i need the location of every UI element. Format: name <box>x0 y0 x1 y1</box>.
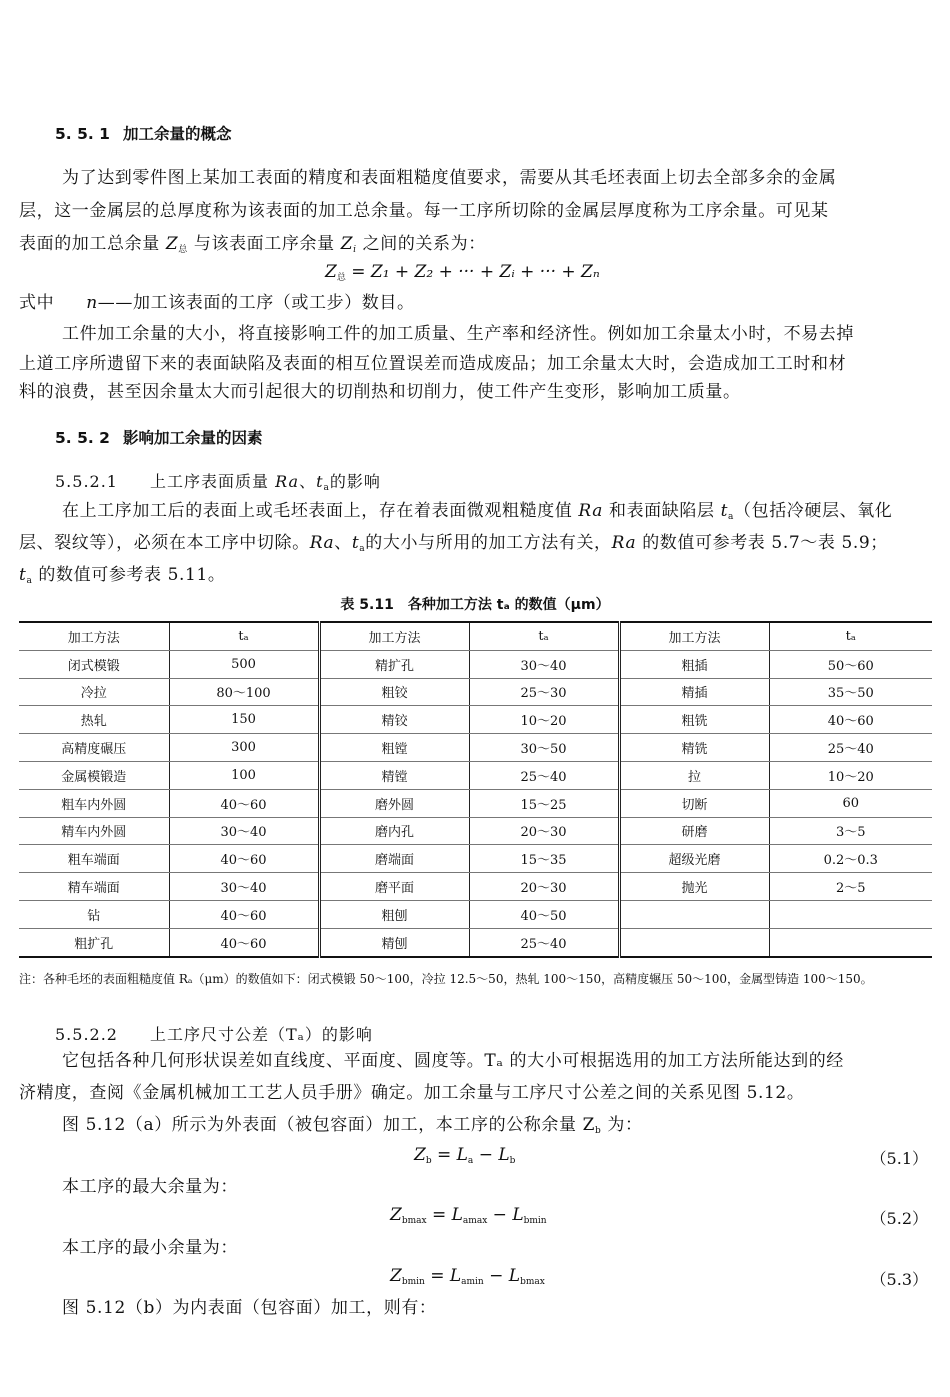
subscript: i <box>353 245 357 255</box>
table-cell: 0.2～0.3 <box>769 845 932 873</box>
text-run: 图 5.12（a）所示为外表面（被包容面）加工，本工序的公称余量 Z <box>62 1115 596 1135</box>
table-cell: 25～30 <box>469 678 619 706</box>
paragraph-line: 上道工序所遗留下来的表面缺陷及表面的相互位置误差而造成废品；加工余量太大时，会造成加工工时和材 <box>19 354 847 374</box>
symbol-l: L <box>451 1205 463 1225</box>
table-row <box>19 706 932 734</box>
table-cell: 磨外圆 <box>319 789 469 817</box>
subscript: 总 <box>178 245 188 255</box>
section-number: 5. 5. 1 <box>55 125 110 143</box>
where-desc: ——加工该表面的工序（或工步）数目。 <box>97 293 415 313</box>
table-cell: 精铰 <box>319 706 469 734</box>
table-header-cell: tₐ <box>469 622 619 650</box>
subscript: b <box>509 1156 516 1166</box>
table-cell: 粗车端面 <box>19 845 169 873</box>
subscript: amin <box>461 1277 484 1287</box>
subsection-title: 的影响 <box>329 472 381 491</box>
equation-number: （5.3） <box>870 1270 928 1289</box>
table-cell: 精刨 <box>319 928 469 956</box>
text-run: （包括冷硬层、氧化 <box>734 501 893 521</box>
equation-rhs: = Z₁ + Z₂ + ··· + Zᵢ + ··· + Zₙ <box>351 262 600 282</box>
symbol-z: Z <box>390 1266 402 1286</box>
table-cell <box>769 928 932 956</box>
table-cell: 精铣 <box>619 734 769 762</box>
table-cell: 抛光 <box>619 873 769 901</box>
table-cell: 粗刨 <box>319 900 469 928</box>
subscript: a <box>323 483 330 493</box>
table-row <box>19 734 932 762</box>
table-cell: 研磨 <box>619 817 769 845</box>
table-cell: 金属模锻造 <box>19 761 169 789</box>
table-cell: 闭式模锻 <box>19 650 169 678</box>
subscript: 总 <box>336 273 346 283</box>
paragraph-line <box>62 1110 643 1146</box>
table-cell: 30～40 <box>469 650 619 678</box>
subscript: a <box>728 512 734 522</box>
text-run: 与该表面工序余量 <box>193 234 335 254</box>
paragraph-line: 层，这一金属层的总厚度称为该表面的加工总余量。每一工序所切除的金属层厚度称为工序余量。可见某 <box>19 201 829 221</box>
text-run: 在上工序加工后的表面上或毛坯表面上，存在着表面微观粗糙度值 <box>62 501 573 521</box>
symbol-ra: Ra <box>309 533 335 553</box>
table-header-row <box>19 622 932 650</box>
separator: 、 <box>334 533 352 553</box>
table-cell <box>619 928 769 956</box>
table-cell: 10～20 <box>769 761 932 789</box>
equation-text: = L <box>436 1145 468 1165</box>
equation-number: （5.1） <box>870 1149 928 1168</box>
table-cell: 精车端面 <box>19 873 169 901</box>
table-cell <box>619 900 769 928</box>
subscript: a <box>359 544 366 554</box>
symbol-z: Z <box>325 262 337 282</box>
symbol-l: L <box>498 1145 510 1165</box>
subsection-number: 5.5.2.2 <box>55 1025 118 1044</box>
paragraph-line: 本工序的最大余量为： <box>62 1177 238 1197</box>
subscript: bmax <box>401 1216 427 1226</box>
paragraph-line <box>62 496 892 532</box>
symbol-ra: Ra <box>275 472 300 491</box>
subscript: b <box>595 1126 602 1136</box>
symbol-z: Z <box>165 234 179 254</box>
table-cell: 10～20 <box>469 706 619 734</box>
table-cell: 粗镗 <box>319 734 469 762</box>
table-row <box>19 817 932 845</box>
table-cell: 切断 <box>619 789 769 817</box>
paragraph-line: 它包括各种几何形状误差如直线度、平面度、圆度等。Tₐ 的大小可根据选用的加工方法所能达到的经 <box>62 1051 844 1071</box>
table-header-cell: 加工方法 <box>619 622 769 650</box>
symbol-t: t <box>316 472 324 491</box>
allowance-table <box>19 621 932 958</box>
symbol-z: Z <box>390 1205 402 1225</box>
minus-sign: − <box>489 1266 504 1286</box>
subsection-title: 上工序表面质量 <box>150 472 270 491</box>
symbol-t: t <box>19 565 27 585</box>
symbol-ra: Ra <box>611 533 637 553</box>
table-cell: 粗铣 <box>619 706 769 734</box>
paragraph-line: 工件加工余量的大小，将直接影响工件的加工质量、生产率和经济性。例如加工余量太小时，不易去掉 <box>62 324 854 344</box>
table-cell: 35～50 <box>769 678 932 706</box>
text-run: 之间的关系为： <box>362 234 486 254</box>
table-cell: 500 <box>169 650 319 678</box>
table-cell: 粗铰 <box>319 678 469 706</box>
table-body <box>19 622 932 957</box>
table-row <box>19 650 932 678</box>
table-row <box>19 789 932 817</box>
paragraph-line <box>19 560 225 596</box>
table-header-cell: 加工方法 <box>319 622 469 650</box>
table-cell: 精镗 <box>319 761 469 789</box>
table-cell: 30～50 <box>469 734 619 762</box>
table-caption: 表 5.11 各种加工方法 tₐ 的数值（μm） <box>340 597 610 613</box>
subscript: bmin <box>523 1216 547 1226</box>
table-cell: 80～100 <box>169 678 319 706</box>
paragraph-line <box>19 229 486 265</box>
subscript: bmax <box>520 1277 545 1287</box>
table-row <box>19 761 932 789</box>
table-cell: 超级光磨 <box>619 845 769 873</box>
symbol-t: t <box>720 501 729 521</box>
paragraph-line: 本工序的最小余量为： <box>62 1238 238 1258</box>
symbol-l: L <box>449 1266 462 1286</box>
section-heading-5-5-2 <box>55 426 263 448</box>
section-heading-5-5-1 <box>55 122 232 144</box>
equals-sign: = <box>430 1266 445 1286</box>
table-cell: 40～50 <box>469 900 619 928</box>
table-cell: 磨端面 <box>319 845 469 873</box>
equation-number: （5.2） <box>870 1209 928 1228</box>
text-run: 层、裂纹等），必须在本工序中切除。 <box>19 533 310 553</box>
table-cell: 2～5 <box>769 873 932 901</box>
subscript: a <box>467 1156 474 1166</box>
paragraph-line: 济精度，查阅《金属机械加工工艺人员手册》确定。加工余量与工序尺寸公差之间的关系见图 5.12。 <box>19 1083 805 1103</box>
table-note: 注：各种毛坯的表面粗糙度值 Rₐ（μm）的数值如下：闭式模锻 50～100，冷拉 12.5～50，热轧 100～150，高精度辗压 50～100，金属型铸造 100～150。 <box>19 972 873 986</box>
minus-sign: − <box>478 1145 493 1165</box>
text-run: 的数值可参考表 5.7～表 5.9； <box>642 533 888 553</box>
text-run: 为： <box>607 1115 643 1135</box>
table-cell: 粗插 <box>619 650 769 678</box>
table-cell: 精扩孔 <box>319 650 469 678</box>
table-row <box>19 928 932 956</box>
paragraph-line <box>19 528 888 564</box>
table-cell: 冷拉 <box>19 678 169 706</box>
equation-total-allowance <box>325 262 600 283</box>
table-cell: 300 <box>169 734 319 762</box>
table-cell: 粗扩孔 <box>19 928 169 956</box>
subscript: a <box>26 576 33 586</box>
table-cell: 20～30 <box>469 817 619 845</box>
table-cell: 25～40 <box>469 928 619 956</box>
table-cell: 热轧 <box>19 706 169 734</box>
symbol-z: Z <box>340 234 354 254</box>
table-cell: 150 <box>169 706 319 734</box>
table-cell: 40～60 <box>169 845 319 873</box>
table-row <box>19 845 932 873</box>
text-run: 的数值可参考表 5.11。 <box>38 565 226 585</box>
table-cell: 40～60 <box>169 900 319 928</box>
table-cell <box>769 900 932 928</box>
table-row <box>19 873 932 901</box>
table-cell: 100 <box>169 761 319 789</box>
symbol-l: L <box>508 1266 521 1286</box>
subsection-title: 上工序尺寸公差（Tₐ）的影响 <box>150 1025 373 1044</box>
text-run: 表面的加工总余量 <box>19 234 160 254</box>
minus-sign: − <box>492 1205 507 1225</box>
symbol-t: t <box>351 533 360 553</box>
subscript: amax <box>462 1216 488 1226</box>
symbol-l: L <box>512 1205 524 1225</box>
table-cell: 50～60 <box>769 650 932 678</box>
table-cell: 30～40 <box>169 873 319 901</box>
equation-5-1 <box>414 1145 515 1166</box>
subscript: b <box>425 1156 432 1166</box>
table-cell: 30～40 <box>169 817 319 845</box>
section-number: 5. 5. 2 <box>55 429 110 447</box>
subsection-heading-5-5-2-1 <box>55 469 381 493</box>
table-cell: 钻 <box>19 900 169 928</box>
paragraph-line: 图 5.12（b）为内表面（包容面）加工，则有： <box>62 1298 437 1318</box>
equation-5-3 <box>390 1266 545 1287</box>
table-row <box>19 900 932 928</box>
table-cell: 磨平面 <box>319 873 469 901</box>
table-cell: 15～35 <box>469 845 619 873</box>
subsection-number: 5.5.2.1 <box>55 472 118 491</box>
table-cell: 拉 <box>619 761 769 789</box>
paragraph-line: 为了达到零件图上某加工表面的精度和表面粗糙度值要求，需要从其毛坯表面上切去全部多余的金属 <box>62 168 837 188</box>
table-cell: 40～60 <box>169 789 319 817</box>
table-cell: 15～25 <box>469 789 619 817</box>
table-cell: 精插 <box>619 678 769 706</box>
section-title: 影响加工余量的因素 <box>123 429 263 447</box>
section-title: 加工余量的概念 <box>123 125 232 143</box>
text-run: 和表面缺陷层 <box>608 501 715 521</box>
symbol-ra: Ra <box>578 501 603 521</box>
table-cell: 40～60 <box>769 706 932 734</box>
text-run: 的大小与所用的加工方法有关， <box>365 533 612 553</box>
where-line <box>19 288 415 318</box>
subscript: bmin <box>401 1277 425 1287</box>
subsection-heading-5-5-2-2 <box>55 1022 373 1045</box>
symbol-z: Z <box>414 1145 426 1165</box>
table-cell: 20～30 <box>469 873 619 901</box>
table-cell: 25～40 <box>769 734 932 762</box>
paragraph-line: 料的浪费，甚至因余量太大而引起很大的切削热和切削力，使工件产生变形，影响加工质量。 <box>19 382 741 402</box>
where-lead: 式中 <box>19 293 55 313</box>
table-row <box>19 678 932 706</box>
table-cell: 3～5 <box>769 817 932 845</box>
table-header-cell: tₐ <box>169 622 319 650</box>
table-cell: 粗车内外圆 <box>19 789 169 817</box>
table-header-cell: tₐ <box>769 622 932 650</box>
equals-sign: = <box>431 1205 447 1225</box>
table-cell: 40～60 <box>169 928 319 956</box>
table-header-cell: 加工方法 <box>19 622 169 650</box>
table-cell: 高精度碾压 <box>19 734 169 762</box>
table-cell: 60 <box>769 789 932 817</box>
variable-n: n <box>86 293 98 313</box>
table-cell: 磨内孔 <box>319 817 469 845</box>
table-cell: 25～40 <box>469 761 619 789</box>
table-cell: 精车内外圆 <box>19 817 169 845</box>
separator: 、 <box>299 472 317 491</box>
equation-5-2 <box>390 1205 547 1226</box>
